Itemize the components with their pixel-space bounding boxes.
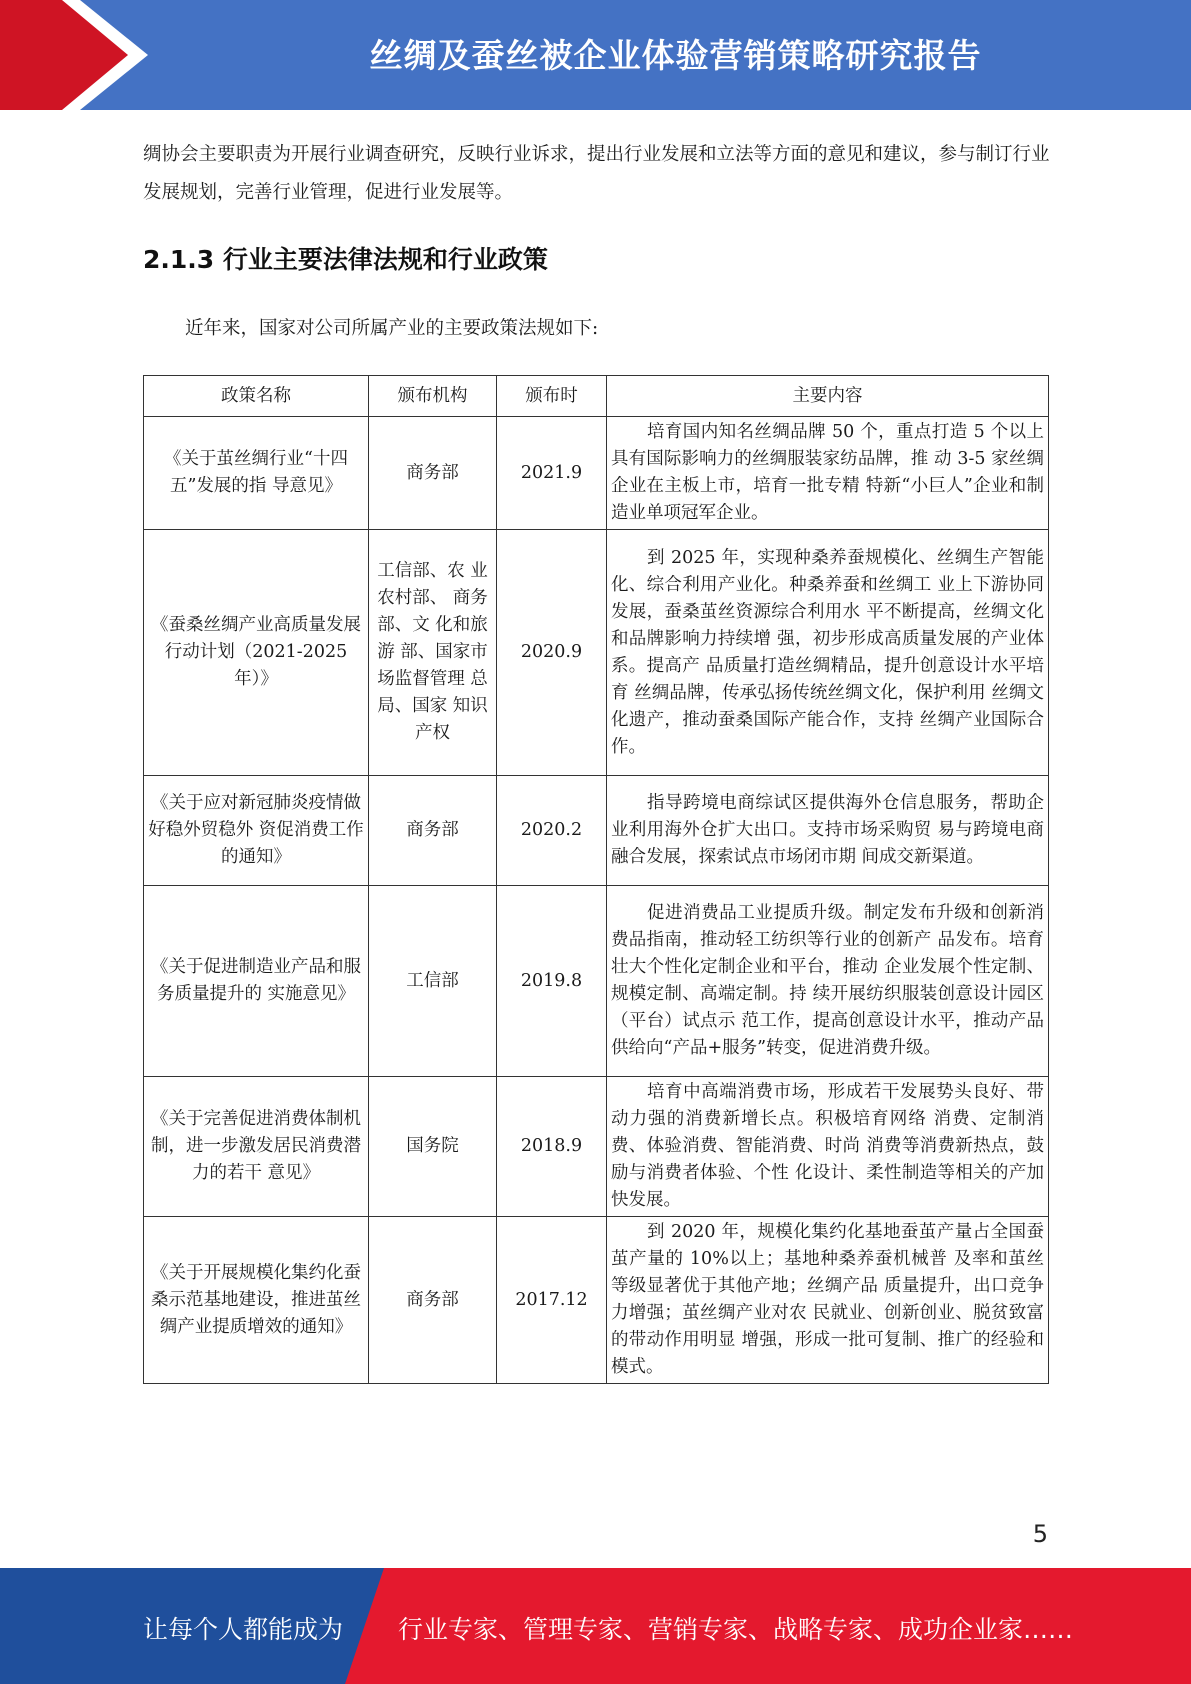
header-issue-date: 颁布时 — [497, 376, 607, 417]
policy-date: 2021.9 — [497, 417, 607, 530]
policy-content: 指导跨境电商综试区提供海外仓信息服务，帮助企业利用海外仓扩大出口。支持市场采购贸 易与跨境电商融合发展，探索试点市场闭市期 间成交新渠道。 — [607, 776, 1049, 886]
policy-date: 2018.9 — [497, 1077, 607, 1217]
report-title: 丝绸及蚕丝被企业体验营销策略研究报告 — [369, 36, 982, 75]
policy-date: 2017.12 — [497, 1217, 607, 1384]
table-row — [144, 1077, 1049, 1217]
policy-table — [143, 375, 1049, 1384]
footer-slogan-right: 行业专家、管理专家、营销专家、战略专家、成功企业家…… — [398, 1615, 1074, 1644]
header-main-content: 主要内容 — [607, 376, 1049, 417]
policy-agency: 商务部 — [369, 776, 497, 886]
table-row — [144, 886, 1049, 1077]
policy-content: 促进消费品工业提质升级。制定发布升级和创新消费品指南，推动轻工纺织等行业的创新产 品发布。培育壮大个性化定制企业和平台，推动 企业发展个性定制、规模定制、高端定制。持 续开展纺织服装创意设计园区（平台）试点示 范工作，提高创意设计水平，推动产品供给向“产品+服务”转变，促进消费升级。 — [607, 886, 1049, 1077]
page-header — [0, 0, 1191, 110]
policy-content: 培育中高端消费市场，形成若干发展势头良好、带动力强的消费新增长点。积极培育网络 消费、定制消费、体验消费、智能消费、时尚 消费等消费新热点，鼓励与消费者体验、个性 化设计、柔性制造等相关的产加快发展。 — [607, 1077, 1049, 1217]
policy-name: 《关于茧丝绸行业“十四五”发展的指 导意见》 — [144, 417, 369, 530]
policy-date: 2020.2 — [497, 776, 607, 886]
policy-date: 2020.9 — [497, 530, 607, 776]
table-row — [144, 417, 1049, 530]
policy-agency: 工信部 — [369, 886, 497, 1077]
table-row — [144, 530, 1049, 776]
section-heading: 2.1.3 行业主要法律法规和行业政策 — [143, 245, 548, 274]
policy-content: 培育国内知名丝绸品牌 50 个，重点打造 5 个以上具有国际影响力的丝绸服装家纺品牌，推 动 3-5 家丝绸企业在主板上市，培育一批专精 特新“小巨人”企业和制造业单项冠军企业。 — [607, 417, 1049, 530]
header-issuer: 颁布机构 — [369, 376, 497, 417]
table-row — [144, 1217, 1049, 1384]
policy-content: 到 2020 年，规模化集约化基地蚕茧产量占全国蚕茧产量的 10%以上；基地种桑养蚕机械普 及率和茧丝等级显著优于其他产地；丝绸产品 质量提升，出口竞争力增强；茧丝绸产业对农 民就业、创新创业、脱贫致富的带动作用明显 增强，形成一批可复制、推广的经验和模式。 — [607, 1217, 1049, 1384]
policy-agency: 商务部 — [369, 1217, 497, 1384]
table-intro: 近年来，国家对公司所属产业的主要政策法规如下: — [185, 318, 599, 339]
table-header-row — [144, 376, 1049, 417]
policy-agency: 国务院 — [369, 1077, 497, 1217]
page-footer — [0, 1568, 1191, 1684]
page-number: 5 — [1032, 1520, 1048, 1548]
policy-name: 《关于完善促进消费体制机制，进一步激发居民消费潜力的若干 意见》 — [144, 1077, 369, 1217]
policy-content: 到 2025 年，实现种桑养蚕规模化、丝绸生产智能化、综合利用产业化。种桑养蚕和丝绸工 业上下游协同发展，蚕桑茧丝资源综合利用水 平不断提高，丝绸文化和品牌影响力持续增 强，初步形成高质量发展的产业体系。提高产 品质量打造丝绸精品，提升创意设计水平培育 丝绸品牌，传承弘扬传统丝绸文化，保护利用 丝绸文化遗产，推动蚕桑国际产能合作，支持 丝绸产业国际合作。 — [607, 530, 1049, 776]
policy-name: 《关于开展规模化集约化蚕桑示范基地建设，推进茧丝绸产业提质增效的通知》 — [144, 1217, 369, 1384]
table-row — [144, 776, 1049, 886]
policy-agency: 商务部 — [369, 417, 497, 530]
body-paragraph: 绸协会主要职责为开展行业调查研究，反映行业诉求，提出行业发展和立法等方面的意见和建议，参与制订行业发展规划，完善行业管理，促进行业发展等。 — [143, 144, 1050, 203]
header-arrow-decoration — [0, 0, 160, 110]
footer-slogan-left: 让每个人都能成为 — [143, 1615, 344, 1644]
policy-name: 《关于应对新冠肺炎疫情做好稳外贸稳外 资促消费工作的通知》 — [144, 776, 369, 886]
policy-agency: 工信部、农 业农村部、 商务部、文 化和旅游 部、国家市 场监督管理 总局、国家 知识产权 — [369, 530, 497, 776]
policy-name: 《关于促进制造业产品和服务质量提升的 实施意见》 — [144, 886, 369, 1077]
policy-date: 2019.8 — [497, 886, 607, 1077]
policy-name: 《蚕桑丝绸产业高质量发展行动计划（2021-2025 年）》 — [144, 530, 369, 776]
header-policy-name: 政策名称 — [144, 376, 369, 417]
